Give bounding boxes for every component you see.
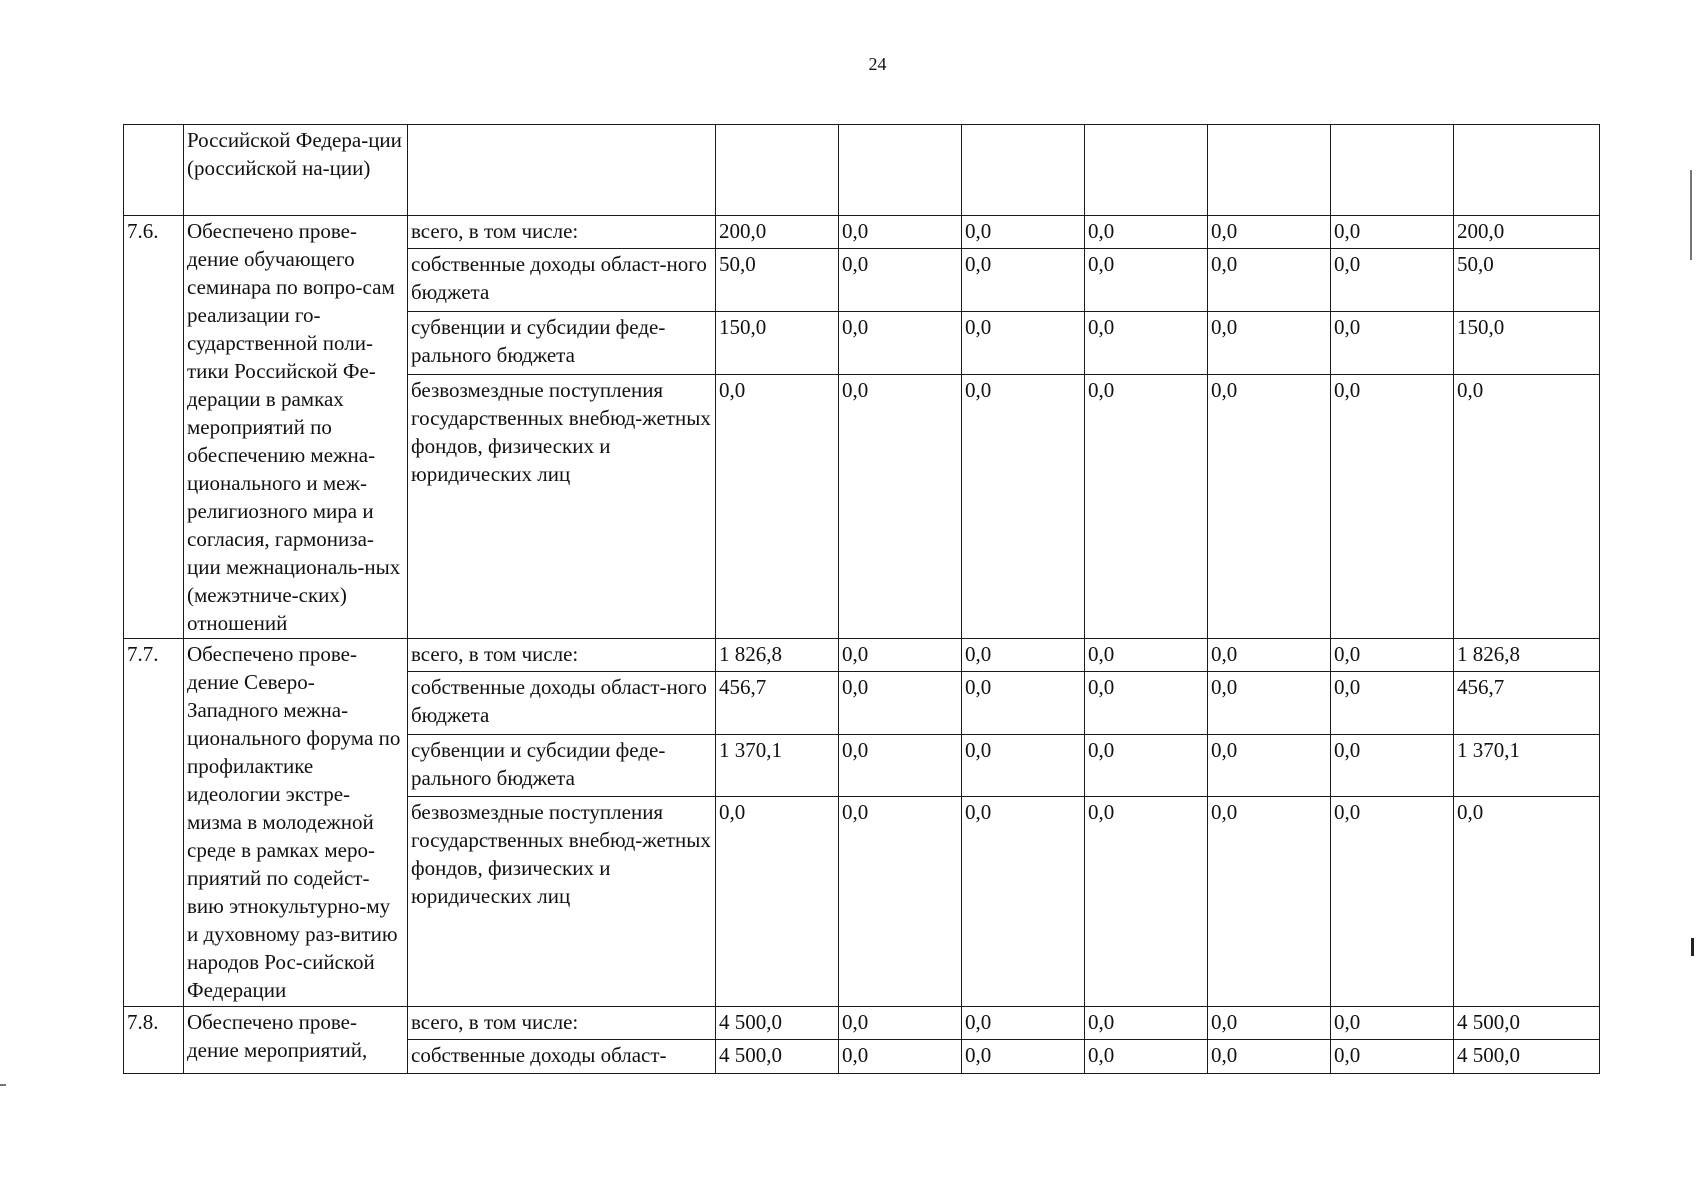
- measure-code-cell: 7.6.: [124, 216, 184, 639]
- value-cell: 0,0: [1085, 249, 1208, 312]
- measure-code-cell: 7.7.: [124, 639, 184, 1007]
- value-cell: 0,0: [1085, 1040, 1208, 1074]
- value-cell: 4 500,0: [716, 1040, 839, 1074]
- value-cell: 0,0: [716, 797, 839, 1007]
- value-cell: 0,0: [839, 216, 962, 249]
- value-cell: [1454, 125, 1600, 216]
- funding-source-cell: всего, в том числе:: [408, 639, 716, 672]
- value-cell: 0,0: [962, 375, 1085, 639]
- scan-mark: [1691, 938, 1694, 956]
- value-cell: 0,0: [1331, 797, 1454, 1007]
- value-cell: 0,0: [1208, 1040, 1331, 1074]
- value-cell: 0,0: [1208, 735, 1331, 797]
- value-cell: 0,0: [1331, 672, 1454, 735]
- value-cell: 0,0: [716, 375, 839, 639]
- value-cell: [839, 125, 962, 216]
- funding-source-cell: собственные доходы област-: [408, 1040, 716, 1074]
- value-cell: 0,0: [1331, 639, 1454, 672]
- funding-source-cell: собственные доходы област-ного бюджета: [408, 249, 716, 312]
- value-cell: 150,0: [716, 312, 839, 375]
- value-cell: 0,0: [1208, 672, 1331, 735]
- measure-name-cell: Обеспечено прове-дение Северо-Западного межна-ционального форума по профилактике идеологии экстре-мизма в молодежной среде в рамках меро-приятий по содейст-вию этнокультурно-му и духовному раз-витию народов Рос-сийской Федерации: [184, 639, 408, 1007]
- value-cell: 0,0: [839, 312, 962, 375]
- funding-source-cell: субвенции и субсидии феде-рального бюджета: [408, 312, 716, 375]
- value-cell: 0,0: [1331, 1007, 1454, 1040]
- budget-table: [123, 124, 1600, 1074]
- value-cell: 0,0: [1331, 735, 1454, 797]
- value-cell: 200,0: [716, 216, 839, 249]
- funding-source-cell: всего, в том числе:: [408, 1007, 716, 1040]
- value-cell: 1 370,1: [1454, 735, 1600, 797]
- value-cell: 0,0: [839, 375, 962, 639]
- table-row: [124, 1007, 1600, 1040]
- value-cell: 0,0: [839, 1040, 962, 1074]
- value-cell: 0,0: [962, 249, 1085, 312]
- value-cell: [1085, 125, 1208, 216]
- measure-name-cell: Российской Федера-ции (российской на-ции): [184, 125, 408, 216]
- table-row: [124, 216, 1600, 249]
- value-cell: 0,0: [1208, 639, 1331, 672]
- funding-source-cell: субвенции и субсидии феде-рального бюджета: [408, 735, 716, 797]
- source-cell: [408, 125, 716, 216]
- value-cell: 1 826,8: [1454, 639, 1600, 672]
- value-cell: 456,7: [1454, 672, 1600, 735]
- value-cell: 0,0: [839, 735, 962, 797]
- value-cell: 50,0: [1454, 249, 1600, 312]
- value-cell: 0,0: [962, 1007, 1085, 1040]
- value-cell: 0,0: [839, 1007, 962, 1040]
- value-cell: [962, 125, 1085, 216]
- page-number: 24: [868, 54, 887, 74]
- value-cell: 0,0: [1085, 312, 1208, 375]
- value-cell: 0,0: [1085, 797, 1208, 1007]
- value-cell: [1331, 125, 1454, 216]
- value-cell: 200,0: [1454, 216, 1600, 249]
- value-cell: 4 500,0: [1454, 1040, 1600, 1074]
- scan-mark: [1690, 170, 1692, 260]
- value-cell: 150,0: [1454, 312, 1600, 375]
- continuation-row: [124, 125, 1600, 216]
- funding-source-cell: безвозмездные поступления государственных внебюд-жетных фондов, физических и юридических лиц: [408, 375, 716, 639]
- value-cell: 0,0: [1454, 375, 1600, 639]
- value-cell: 0,0: [1085, 639, 1208, 672]
- measure-name-cell: Обеспечено прове-дение мероприятий,: [184, 1007, 408, 1074]
- value-cell: 0,0: [1085, 375, 1208, 639]
- value-cell: 0,0: [1454, 797, 1600, 1007]
- funding-source-cell: всего, в том числе:: [408, 216, 716, 249]
- value-cell: 0,0: [839, 797, 962, 1007]
- value-cell: 0,0: [962, 312, 1085, 375]
- scan-mark: [0, 1084, 6, 1086]
- value-cell: 0,0: [839, 639, 962, 672]
- value-cell: 1 370,1: [716, 735, 839, 797]
- value-cell: 0,0: [1208, 312, 1331, 375]
- value-cell: 0,0: [1331, 216, 1454, 249]
- value-cell: 4 500,0: [1454, 1007, 1600, 1040]
- value-cell: 0,0: [1085, 672, 1208, 735]
- value-cell: 0,0: [1208, 375, 1331, 639]
- measure-code-cell: 7.8.: [124, 1007, 184, 1074]
- value-cell: 0,0: [962, 639, 1085, 672]
- value-cell: 0,0: [962, 735, 1085, 797]
- value-cell: 0,0: [962, 1040, 1085, 1074]
- value-cell: 4 500,0: [716, 1007, 839, 1040]
- value-cell: [716, 125, 839, 216]
- value-cell: 0,0: [1331, 1040, 1454, 1074]
- value-cell: 0,0: [1331, 312, 1454, 375]
- value-cell: 50,0: [716, 249, 839, 312]
- value-cell: 0,0: [1331, 375, 1454, 639]
- value-cell: 0,0: [1208, 797, 1331, 1007]
- table-row: [124, 639, 1600, 672]
- value-cell: 1 826,8: [716, 639, 839, 672]
- funding-source-cell: безвозмездные поступления государственных внебюд-жетных фондов, физических и юридических лиц: [408, 797, 716, 1007]
- value-cell: 0,0: [1085, 1007, 1208, 1040]
- value-cell: 0,0: [839, 249, 962, 312]
- funding-source-cell: собственные доходы област-ного бюджета: [408, 672, 716, 735]
- value-cell: 0,0: [962, 797, 1085, 1007]
- value-cell: 0,0: [1208, 216, 1331, 249]
- value-cell: 0,0: [1208, 249, 1331, 312]
- value-cell: 0,0: [839, 672, 962, 735]
- value-cell: 0,0: [962, 672, 1085, 735]
- value-cell: 0,0: [1331, 249, 1454, 312]
- value-cell: 0,0: [1208, 1007, 1331, 1040]
- value-cell: 0,0: [962, 216, 1085, 249]
- value-cell: 0,0: [1085, 216, 1208, 249]
- value-cell: 456,7: [716, 672, 839, 735]
- value-cell: 0,0: [1085, 735, 1208, 797]
- measure-name-cell: Обеспечено прове-дение обучающего семинара по вопро-сам реализации го-сударственной поли-тики Российской Фе-дерации в рамках мероприятий по обеспечению межна-ционального и меж-религиозного мира и согласия, гармониза-ции межнациональ-ных (межэтниче-ских) отношений: [184, 216, 408, 639]
- value-cell: [1208, 125, 1331, 216]
- code-cell: [124, 125, 184, 216]
